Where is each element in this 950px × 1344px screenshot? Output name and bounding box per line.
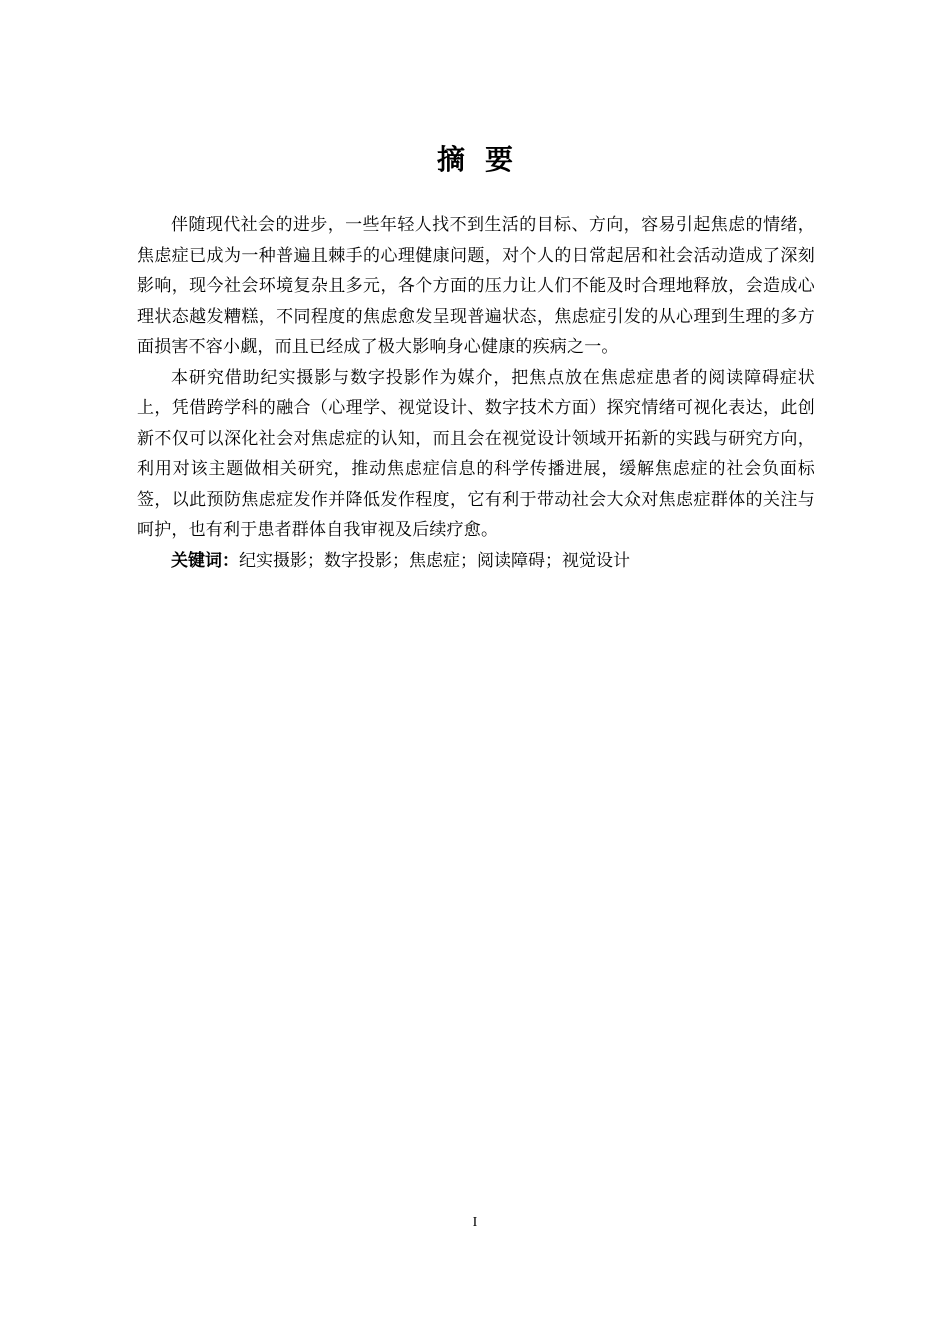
keywords-label: 关键词：	[171, 550, 239, 571]
abstract-title: 摘要	[436, 143, 533, 176]
keywords-list: 纪实摄影；数字投影；焦虑症；阅读障碍；视觉设计	[239, 550, 630, 571]
abstract-body	[137, 210, 815, 576]
abstract-paragraph-1: 伴随现代社会的进步，一些年轻人找不到生活的目标、方向，容易引起焦虑的情绪，焦虑症已成为一种普遍且棘手的心理健康问题，对个人的日常起居和社会活动造成了深刻影响，现今社会环境复杂且多元，各个方面的压力让人们不能及时合理地释放，会造成心理状态越发糟糕，不同程度的焦虑愈发呈现普遍状态，焦虑症引发的从心理到生理的多方面损害不容小觑，而且已经成了极大影响身心健康的疾病之一。	[137, 215, 815, 357]
abstract-paragraph-2: 本研究借助纪实摄影与数字投影作为媒介，把焦点放在焦虑症患者的阅读障碍症状上，凭借跨学科的融合（心理学、视觉设计、数字技术方面）探究情绪可视化表达，此创新不仅可以深化社会对焦虑症的认知，而且会在视觉设计领域开拓新的实践与研究方向，利用对该主题做相关研究，推动焦虑症信息的科学传播进展，缓解焦虑症的社会负面标签，以此预防焦虑症发作并降低发作程度，它有利于带动社会大众对焦虑症群体的关注与呵护，也有利于患者群体自我审视及后续疗愈。	[137, 367, 815, 540]
keywords-line	[137, 546, 815, 577]
page-number: I	[472, 1215, 478, 1230]
